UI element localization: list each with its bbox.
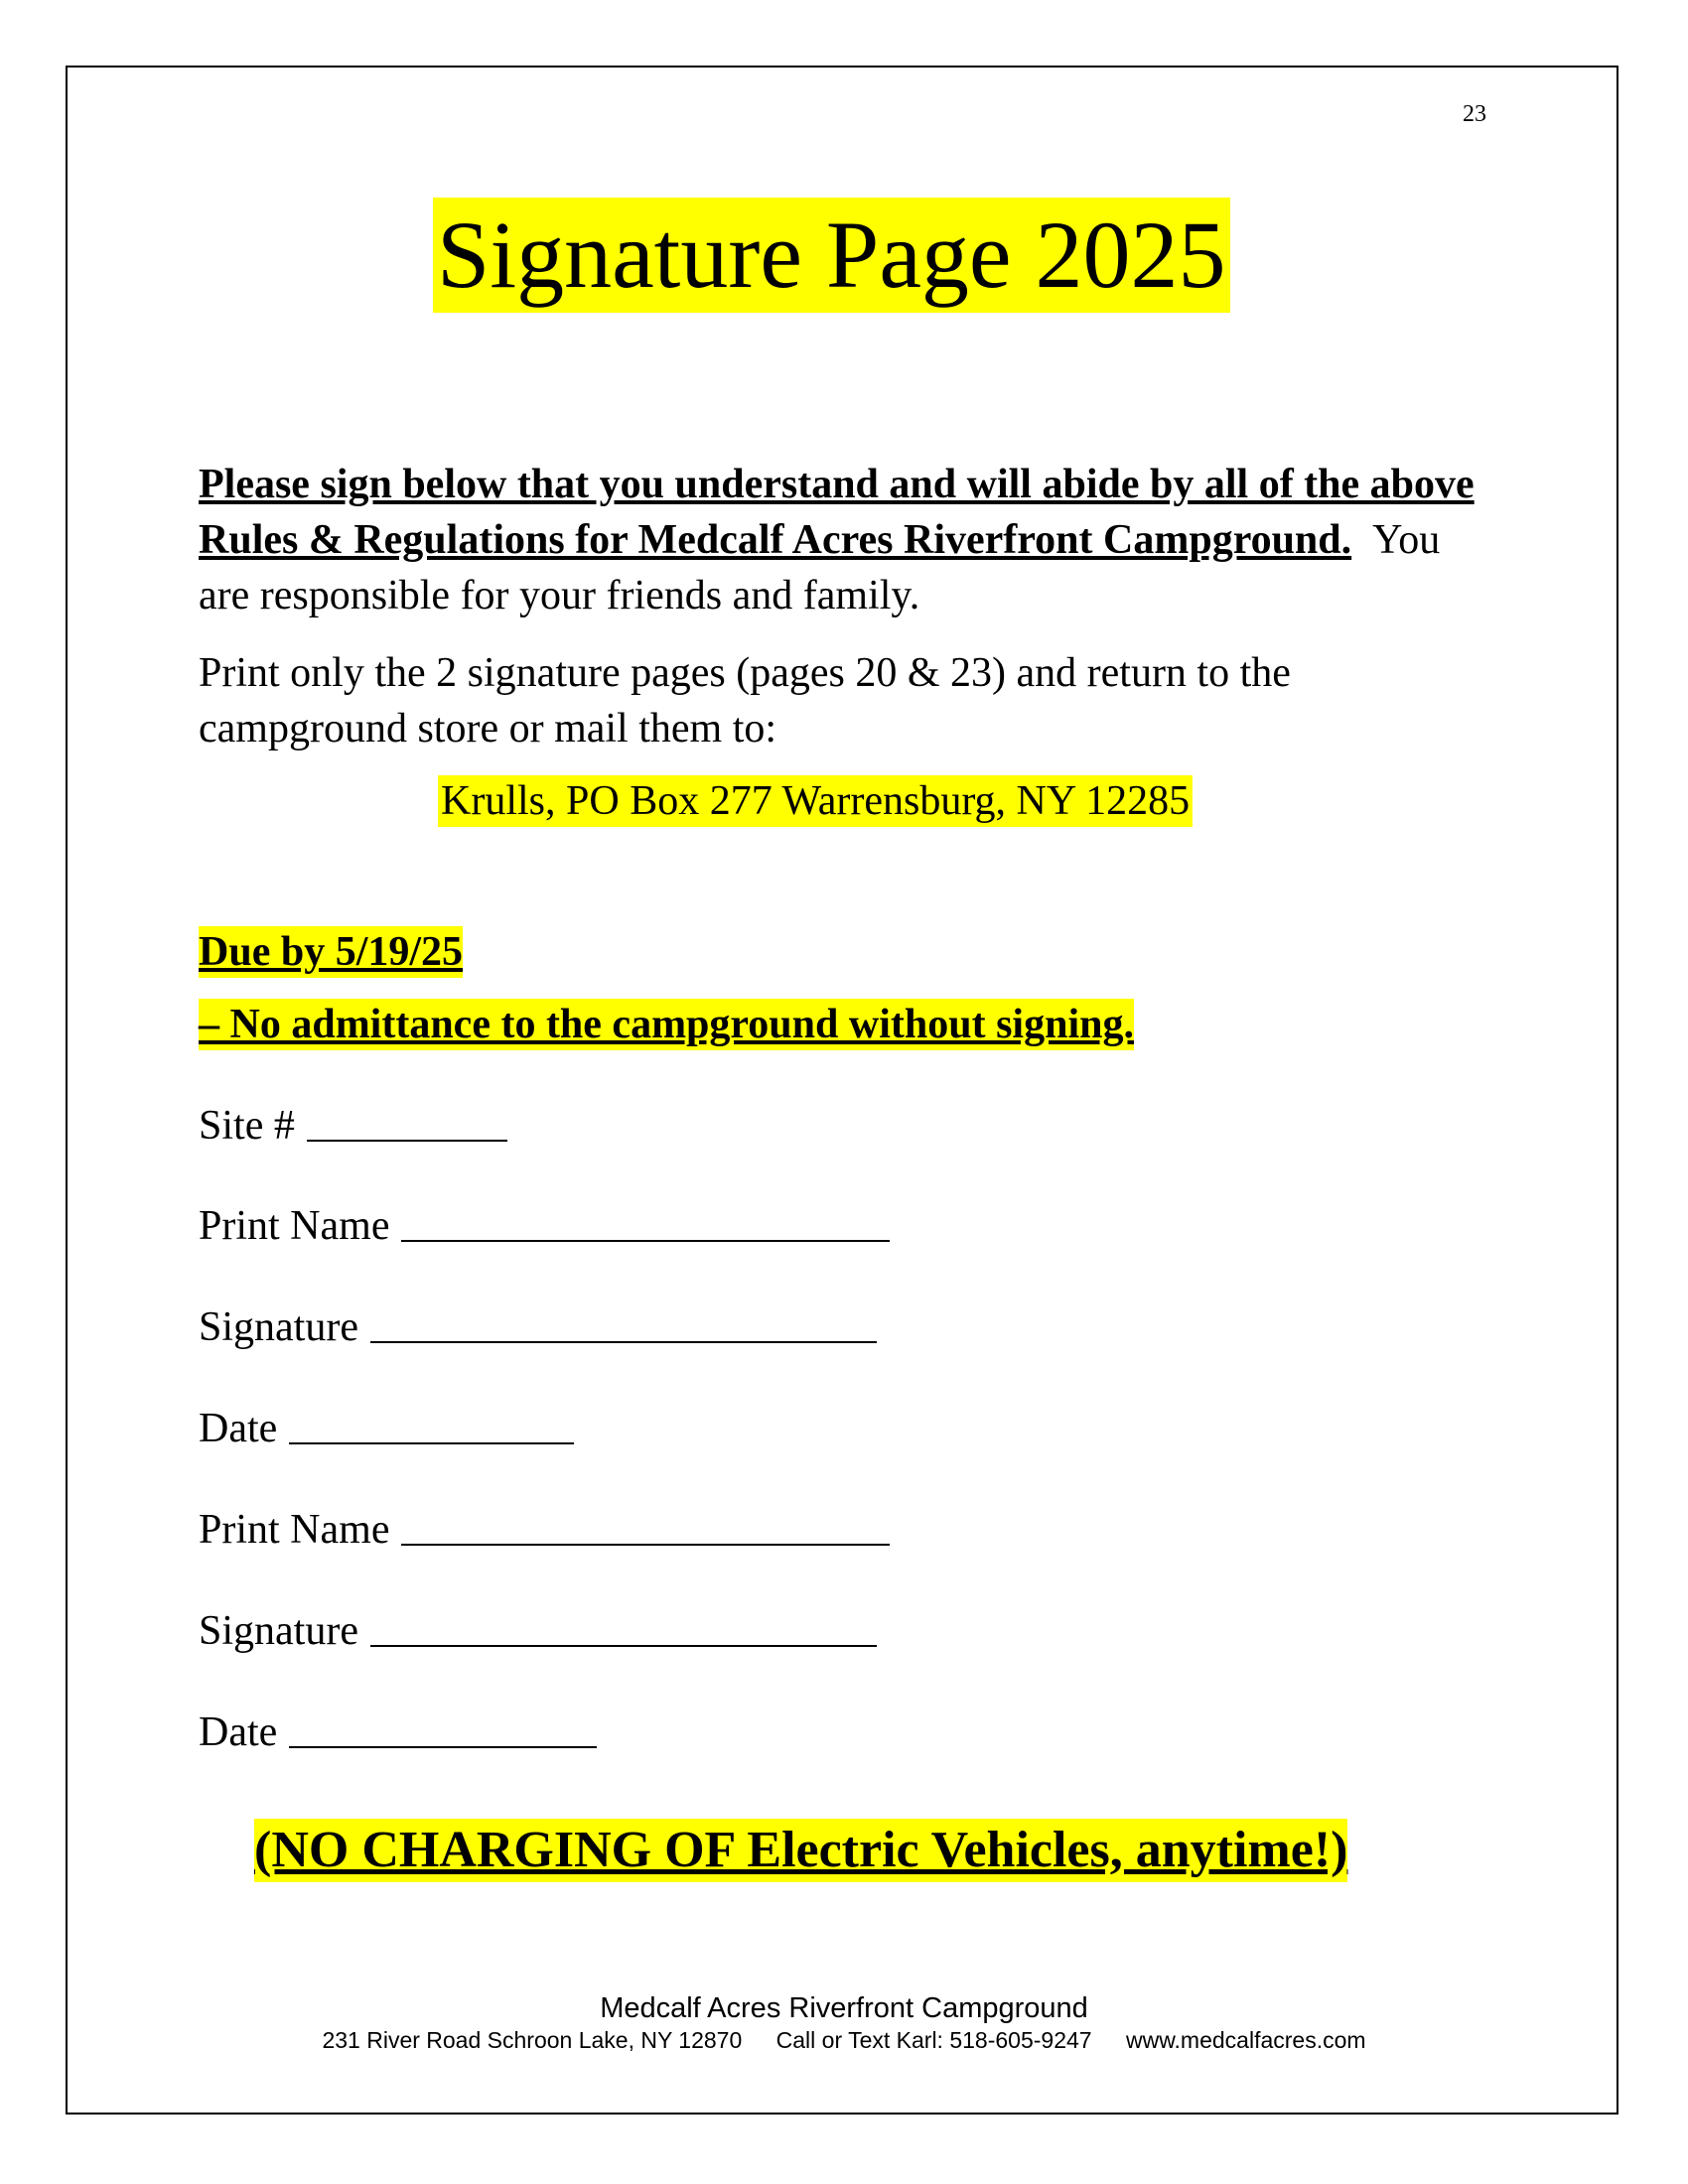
intro-bold-statement: Please sign below that you understand and will abide by all of the above Rules & Regulations for Medcalf Acres Riverfront Campground. bbox=[199, 462, 1475, 563]
due-date: Due by 5/19/25 bbox=[199, 926, 463, 978]
site-label: Site # bbox=[199, 1103, 295, 1149]
print-name-input-line-1[interactable] bbox=[401, 1202, 890, 1242]
footer-website: www.medcalfacres.com bbox=[1125, 2027, 1366, 2053]
date-input-line-2[interactable] bbox=[289, 1708, 597, 1748]
print-instructions: Print only the 2 signature pages (pages 20 & 23) and return to the campground store or mail them to: bbox=[199, 650, 1291, 751]
page-border bbox=[66, 66, 1618, 2115]
signature-field-2 bbox=[199, 1605, 877, 1657]
admittance-notice: – No admittance to the campground without signing. bbox=[199, 999, 1134, 1050]
print-name-label-1: Print Name bbox=[199, 1203, 390, 1249]
footer-campground-name: Medcalf Acres Riverfront Campground bbox=[600, 1992, 1088, 2024]
signature-input-line-2[interactable] bbox=[370, 1607, 877, 1647]
footer-contact-line bbox=[0, 2026, 1688, 2054]
page-title: Signature Page 2025 bbox=[433, 198, 1230, 313]
intro-paragraph bbox=[199, 457, 1489, 623]
print-name-input-line-2[interactable] bbox=[401, 1506, 890, 1546]
footer-phone: Call or Text Karl: 518-605-9247 bbox=[775, 2027, 1092, 2053]
ev-charging-notice: (NO CHARGING OF Electric Vehicles, anytime!) bbox=[254, 1819, 1347, 1882]
signature-input-line-1[interactable] bbox=[370, 1303, 877, 1343]
date-label-1: Date bbox=[199, 1406, 278, 1451]
mailing-address: Krulls, PO Box 277 Warrensburg, NY 12285 bbox=[438, 775, 1193, 827]
date-field-2 bbox=[199, 1706, 597, 1758]
site-field bbox=[199, 1100, 507, 1152]
signature-field-1 bbox=[199, 1301, 877, 1353]
signature-label-2: Signature bbox=[199, 1608, 358, 1654]
intro-responsibility-note: You are responsible for your friends and family. bbox=[199, 517, 1441, 618]
print-name-field-2 bbox=[199, 1504, 890, 1556]
site-input-line[interactable] bbox=[307, 1102, 507, 1142]
date-input-line-1[interactable] bbox=[289, 1405, 574, 1444]
page-number: 23 bbox=[1463, 101, 1486, 127]
print-name-label-2: Print Name bbox=[199, 1507, 390, 1553]
footer-address: 231 River Road Schroon Lake, NY 12870 bbox=[322, 2027, 743, 2053]
print-name-field-1 bbox=[199, 1200, 890, 1252]
date-field-1 bbox=[199, 1403, 574, 1454]
signature-label-1: Signature bbox=[199, 1304, 358, 1350]
date-label-2: Date bbox=[199, 1709, 278, 1755]
